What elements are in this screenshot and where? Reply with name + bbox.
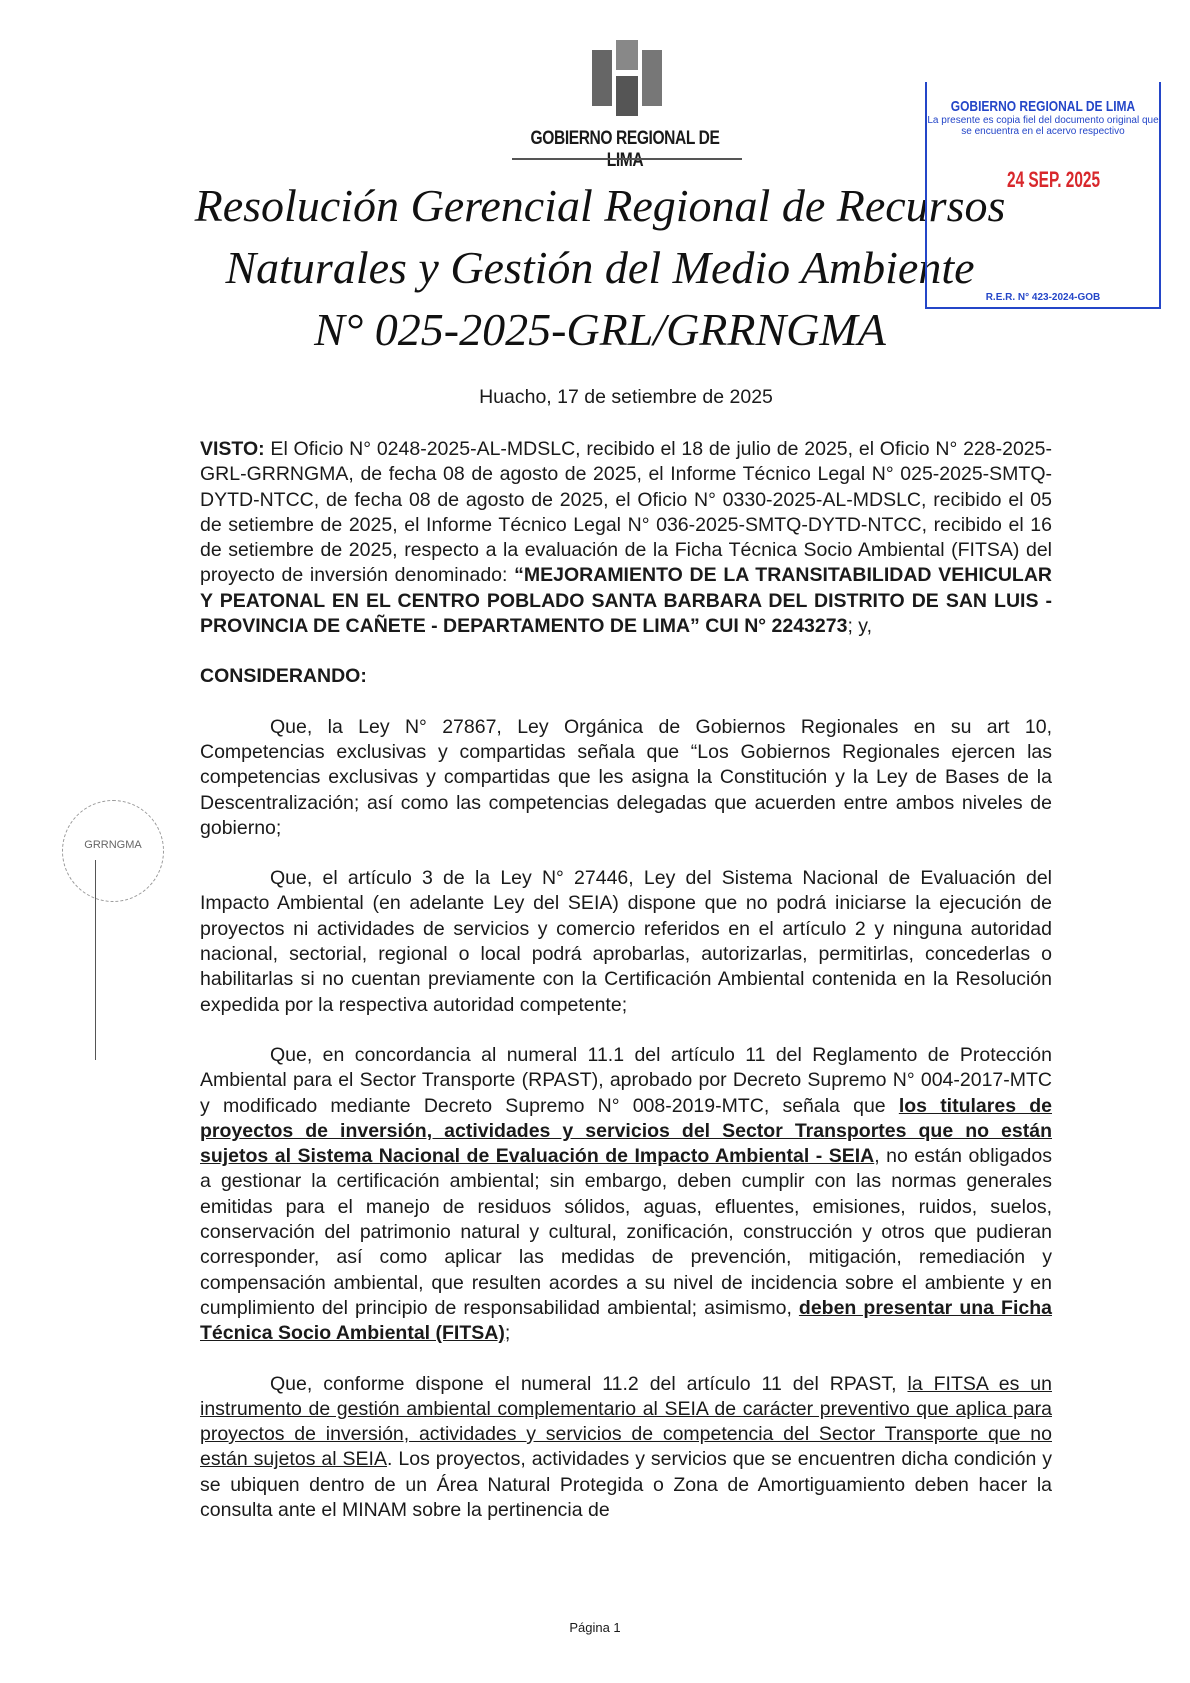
resolution-title [150,175,1050,361]
p4-emphasis: la FITSA es un instrumento de gestión ambiental complementario al SEIA de carácter preventivo que aplica para proyectos de inversión, actividades y servicios de competencia del Sector Transporte que no están sujetos al SEIA [200,1372,1052,1471]
seal-text: GRRNGMA [84,839,142,851]
p3-emphasis: deben presentar una Ficha Técnica Socio Ambiental (FITSA) [200,1296,1052,1345]
considerando-heading: CONSIDERANDO: [200,665,367,688]
divider [512,158,742,160]
stamp-org: GOBIERNO REGIONAL DE LIMA [950,98,1136,115]
p4-text: Que, conforme dispone el numeral 11.2 del artículo 11 del RPAST, [270,1372,908,1395]
stamp-register: R.E.R. N° 423-2024-GOB [985,292,1101,303]
document-date: Huacho, 17 de setiembre de 2025 [479,386,773,408]
p3-text: ; [504,1322,511,1345]
gobierno-regional-logo [592,40,662,116]
paragraph-3 [200,1043,1052,1347]
signature-line [95,860,96,1060]
page-number: Página 1 [569,1620,621,1635]
paragraph-4 [200,1372,1052,1524]
title-line-1: Resolución Gerencial Regional de Recursos [194,180,1006,231]
paragraph-2: Que, el artículo 3 de la Ley N° 27446, Ley del Sistema Nacional de Evaluación del Impacto Ambiental (en adelante Ley del SEIA) dispone que no podrá iniciarse la ejecución de proyectos ni actividades de servicios y comercio referidos en el artículo 2 y ninguna autoridad nacional, sectorial, regional o local podrá aprobarlas, autorizarlas, permitirlas, concederlas o habilitarlas si no cuentan previamente con la Certificación Ambiental contenida en la Resolución expedida por la respectiva autoridad competente; [200,867,1052,1016]
project-name: “MEJORAMIENTO DE LA TRANSITABILIDAD VEHICULAR Y PEATONAL EN EL CENTRO POBLADO SANTA BARBARA DEL DISTRITO DE SAN LUIS - PROVINCIA DE CAÑETE - DEPARTAMENTO DE LIMA” CUI N° 2243273 [200,564,1052,638]
document-body [200,437,1052,1548]
stamp-text: La presente es copia fiel del documento original que se encuentra en el acervo respectivo [927,115,1159,137]
organization-name: GOBIERNO REGIONAL DE LIMA [530,128,720,171]
visto-bueno-seal [62,800,164,902]
visto-end: ; y, [847,615,872,638]
p3-emphasis: los titulares de proyectos de inversión, actividades y servicios del Sector Transportes que no están sujetos al Sistema Nacional de Evaluación de Impacto Ambiental - SEIA [200,1094,1052,1168]
paragraph-1: Que, la Ley N° 27867, Ley Orgánica de Gobiernos Regionales en su art 10, Competencias exclusivas y compartidas señala que “Los Gobiernos Regionales ejercen las competencias exclusivas y compartidas que les asigna la Constitución y la Ley de Bases de la Descentralización; así como las competencias delegadas que acuerden entre ambos niveles de gobierno; [200,715,1052,839]
visto-paragraph [200,437,1052,639]
resolution-number: N° 025-2025-GRL/GRRNGMA [314,304,886,355]
visto-label: VISTO: [200,438,265,460]
visto-text: El Oficio N° 0248-2025-AL-MDSLC, recibido el 18 de julio de 2025, el Oficio N° 228-2025-GRL-GRRNGMA, de fecha 08 de agosto de 2025, el Informe Técnico Legal N° 025-2025-SMTQ-DYTD-NTCC, de fecha 08 de agosto de 2025, el Oficio N° 0330-2025-AL-MDSLC, recibido el 05 de setiembre de 2025, el Informe Técnico Legal N° 036-2025-SMTQ-DYTD-NTCC, recibido el 16 de setiembre de 2025, respecto a la evaluación de la Ficha Técnica Socio Ambiental (FITSA) del proyecto de inversión denominado: [200,438,1052,587]
p4-text: . Los proyectos, actividades y servicios que se encuentren dicha condición y se ubiquen dentro de un Área Natural Protegida o Zona de Amortiguamiento deben hacer la consulta ante el MINAM sobre la pertinencia de [200,1448,1053,1521]
title-line-2: Naturales y Gestión del Medio Ambiente [225,242,975,293]
p3-text: , no están obligados a gestionar la certificación ambiental; sin embargo, deben cumplir con las normas generales emitidas para el manejo de residuos sólidos, aguas, efluentes, emisiones, ruidos, suelos, conservación del patrimonio natural y cultural, zonificación, construcción y otros que pudieran corresponder, así como aplicar las medidas de prevención, mitigación, remediación y compensación ambiental, que resulten acordes a su nivel de incidencia sobre el ambiente y en cumplimiento del principio de responsabilidad ambiental; asimismo, [200,1145,1052,1319]
stamp-date: 24 SEP. 2025 [1007,167,1101,192]
certified-copy-stamp [925,82,1161,309]
p3-text: Que, en concordancia al numeral 11.1 del artículo 11 del Reglamento de Protección Ambiental para el Sector Transporte (RPAST), aprobado por Decreto Supremo N° 004-2017-MTC y modificado mediante Decreto Supremo N° 008-2019-MTC, señala que [200,1043,1052,1117]
